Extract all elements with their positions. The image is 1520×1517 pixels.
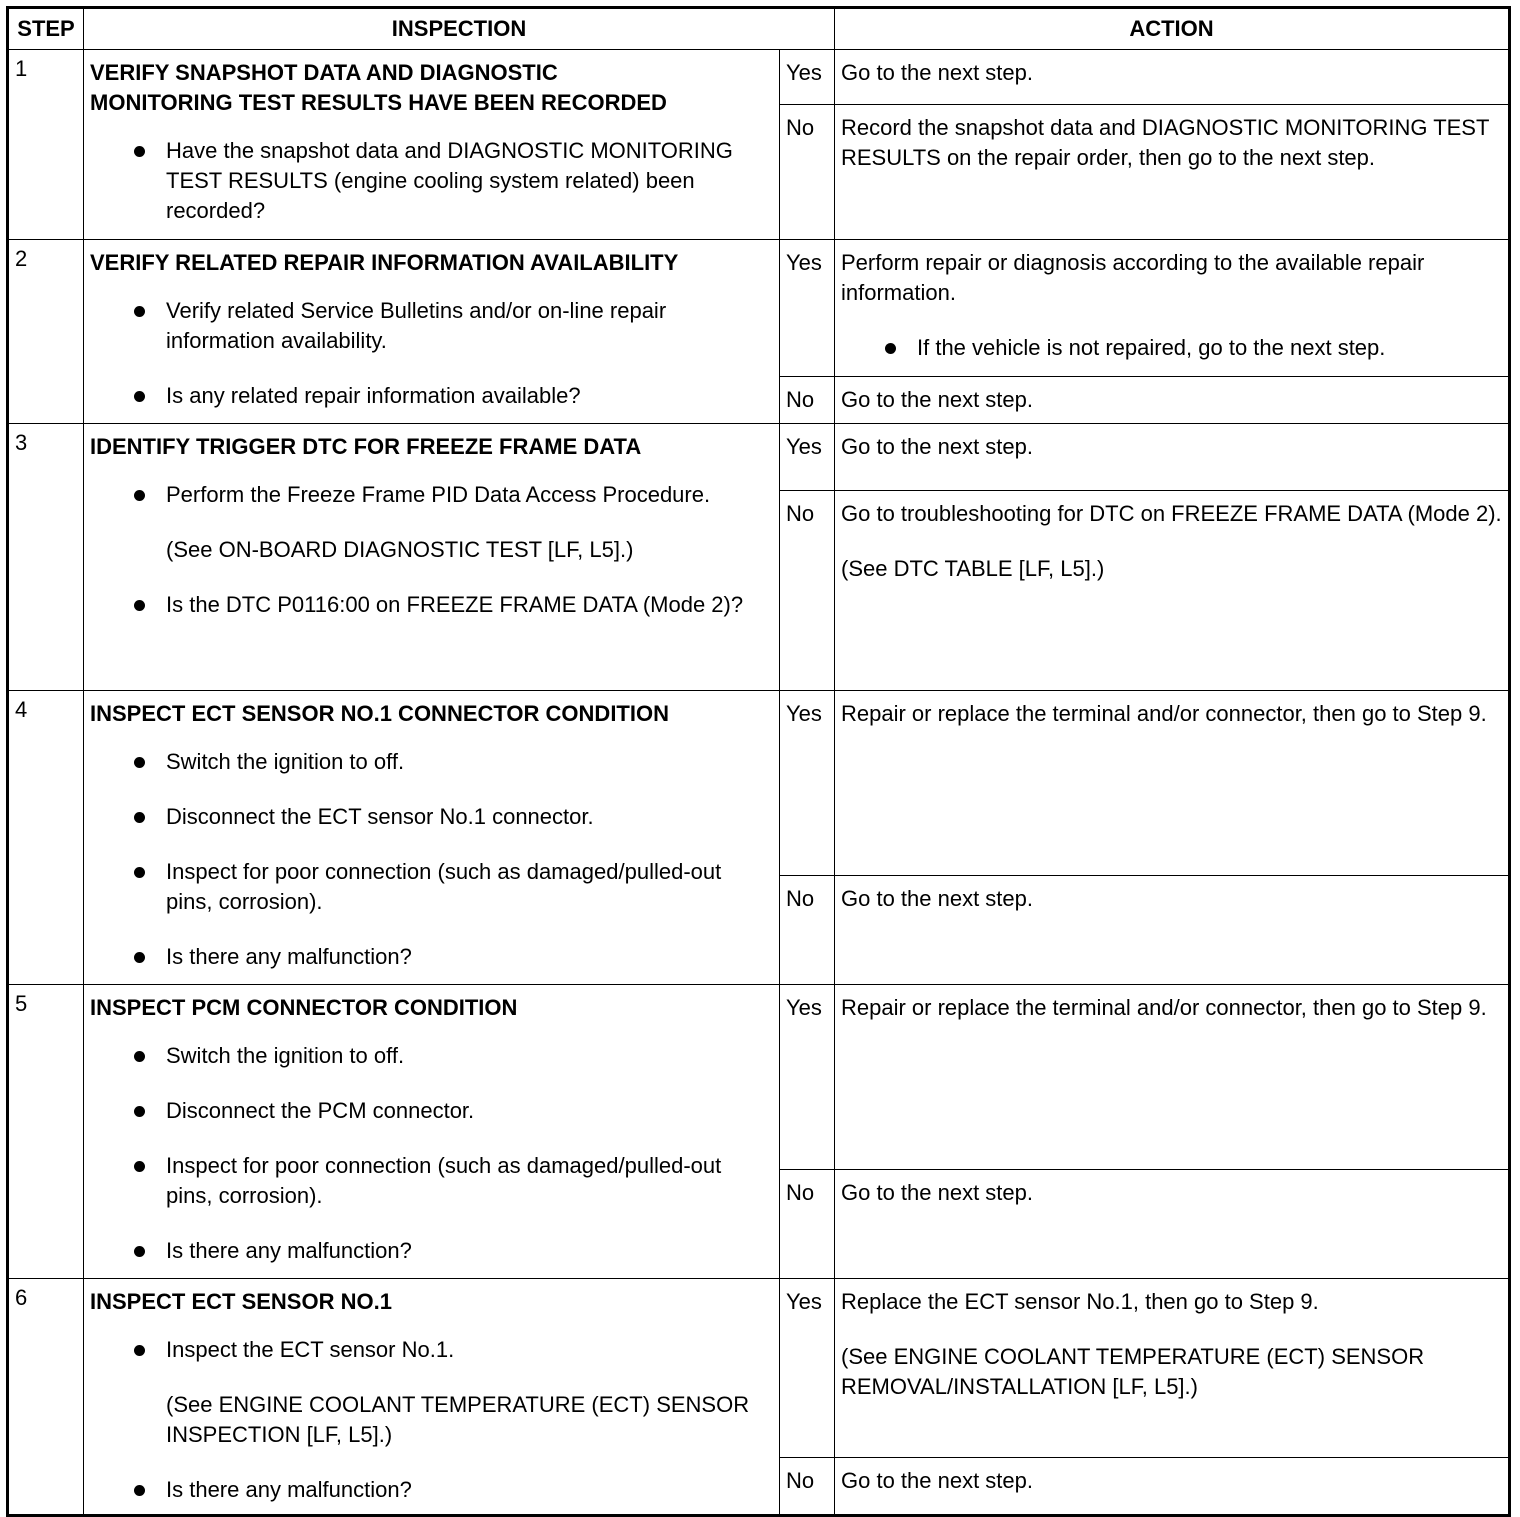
yes-action: Repair or replace the terminal and/or connector, then go to Step 9. [835, 691, 1510, 876]
inspection-bullet: Disconnect the PCM connector. [90, 1096, 773, 1126]
inspection-bullet-list [90, 296, 773, 411]
header-step: STEP [8, 8, 84, 50]
inspection-bullet: Have the snapshot data and DIAGNOSTIC MONITORING TEST RESULTS (engine cooling system related) been recorded? [90, 136, 773, 226]
bullet-icon [134, 1106, 145, 1117]
no-label: No [780, 491, 835, 691]
diagnostic-table [6, 6, 1511, 1517]
bullet-icon [134, 391, 145, 402]
inspection-bullet: Inspect for poor connection (such as damaged/pulled-out pins, corrosion). [90, 1151, 773, 1211]
inspection-bullet: Switch the ignition to off. [90, 1041, 773, 1071]
inspection-title [90, 58, 773, 118]
table-row [8, 424, 1510, 491]
inspection-bullet-list [90, 1041, 773, 1266]
bullet-icon [134, 1161, 145, 1172]
inspection-title-line: VERIFY SNAPSHOT DATA AND DIAGNOSTIC [90, 60, 558, 85]
no-action: Go to the next step. [835, 1458, 1510, 1516]
bullet-icon [134, 306, 145, 317]
inspection-bullet: Is any related repair information available? [90, 381, 773, 411]
inspection-bullet: Verify related Service Bulletins and/or on-line repair information availability. [90, 296, 773, 356]
no-action: Go to the next step. [835, 377, 1510, 424]
inspection-bullet-list [90, 136, 773, 226]
inspection-bullet: Disconnect the ECT sensor No.1 connector. [90, 802, 773, 832]
inspection-cell [84, 240, 780, 424]
bullet-icon [134, 600, 145, 611]
step-number: 4 [8, 691, 84, 985]
header-inspection: INSPECTION [84, 8, 835, 50]
no-action: Go to troubleshooting for DTC on FREEZE FRAME DATA (Mode 2). (See DTC TABLE [LF, L5].) [835, 491, 1510, 691]
bullet-icon [134, 812, 145, 823]
step-number: 6 [8, 1279, 84, 1516]
table-header-row [8, 8, 1510, 50]
inspection-title-line: MONITORING TEST RESULTS HAVE BEEN RECORDED [90, 90, 667, 115]
inspection-title: VERIFY RELATED REPAIR INFORMATION AVAILABILITY [90, 250, 679, 275]
table-row [8, 1279, 1510, 1458]
inspection-bullet-list [90, 1335, 773, 1505]
yes-label: Yes [780, 691, 835, 876]
header-action: ACTION [835, 8, 1510, 50]
inspection-bullet: Perform the Freeze Frame PID Data Access Procedure. (See ON-BOARD DIAGNOSTIC TEST [LF, L5].) [90, 480, 773, 565]
action-bullet: If the vehicle is not repaired, go to the next step. [841, 333, 1502, 363]
step-number: 2 [8, 240, 84, 424]
reference-note: (See DTC TABLE [LF, L5].) [841, 556, 1105, 581]
yes-action: Perform repair or diagnosis according to the available repair information. If the vehicle is not repaired, go to the next step. [835, 240, 1510, 377]
inspection-cell [84, 691, 780, 985]
inspection-title: INSPECT PCM CONNECTOR CONDITION [90, 995, 518, 1020]
table-row [8, 985, 1510, 1170]
yes-action: Go to the next step. [835, 50, 1510, 105]
bullet-icon [134, 952, 145, 963]
inspection-cell [84, 985, 780, 1279]
reference-note: (See ENGINE COOLANT TEMPERATURE (ECT) SENSOR INSPECTION [LF, L5].) [166, 1392, 750, 1447]
yes-label: Yes [780, 50, 835, 105]
bullet-icon [134, 1345, 145, 1356]
bullet-icon [134, 757, 145, 768]
no-label: No [780, 1170, 835, 1279]
yes-label: Yes [780, 240, 835, 377]
no-action: Go to the next step. [835, 876, 1510, 985]
no-label: No [780, 1458, 835, 1516]
reference-note: (See ON-BOARD DIAGNOSTIC TEST [LF, L5].) [166, 537, 634, 562]
yes-label: Yes [780, 985, 835, 1170]
table-row [8, 240, 1510, 377]
inspection-title: IDENTIFY TRIGGER DTC FOR FREEZE FRAME DATA [90, 434, 642, 459]
no-label: No [780, 876, 835, 985]
no-label: No [780, 377, 835, 424]
inspection-bullet: Is the DTC P0116:00 on FREEZE FRAME DATA (Mode 2)? [90, 590, 773, 620]
inspection-cell [84, 1279, 780, 1516]
bullet-icon [885, 343, 896, 354]
step-number: 1 [8, 50, 84, 240]
inspection-bullet-list [90, 480, 773, 620]
inspection-bullet: Is there any malfunction? [90, 942, 773, 972]
inspection-title: INSPECT ECT SENSOR NO.1 [90, 1289, 392, 1314]
table-row [8, 50, 1510, 105]
bullet-icon [134, 1246, 145, 1257]
yes-label: Yes [780, 1279, 835, 1458]
step-number: 3 [8, 424, 84, 691]
inspection-cell [84, 424, 780, 691]
inspection-bullet-list [90, 747, 773, 972]
table-row [8, 691, 1510, 876]
step-number: 5 [8, 985, 84, 1279]
inspection-bullet: Inspect for poor connection (such as damaged/pulled-out pins, corrosion). [90, 857, 773, 917]
bullet-icon [134, 490, 145, 501]
yes-action: Go to the next step. [835, 424, 1510, 491]
no-label: No [780, 105, 835, 240]
no-action: Record the snapshot data and DIAGNOSTIC MONITORING TEST RESULTS on the repair order, then go to the next step. [835, 105, 1510, 240]
bullet-icon [134, 867, 145, 878]
inspection-bullet: Is there any malfunction? [90, 1236, 773, 1266]
yes-action: Replace the ECT sensor No.1, then go to Step 9. (See ENGINE COOLANT TEMPERATURE (ECT) SENSOR REMOVAL/INSTALLATION [LF, L5].) [835, 1279, 1510, 1458]
bullet-icon [134, 1051, 145, 1062]
inspection-bullet: Switch the ignition to off. [90, 747, 773, 777]
yes-label: Yes [780, 424, 835, 491]
inspection-title: INSPECT ECT SENSOR NO.1 CONNECTOR CONDITION [90, 701, 669, 726]
reference-note: (See ENGINE COOLANT TEMPERATURE (ECT) SENSOR REMOVAL/INSTALLATION [LF, L5].) [841, 1344, 1425, 1399]
inspection-cell [84, 50, 780, 240]
bullet-icon [134, 146, 145, 157]
diagnostic-procedure-page [6, 6, 1511, 1517]
bullet-icon [134, 1485, 145, 1496]
inspection-bullet: Inspect the ECT sensor No.1. (See ENGINE COOLANT TEMPERATURE (ECT) SENSOR INSPECTION [LF, L5].) [90, 1335, 773, 1450]
yes-action: Repair or replace the terminal and/or connector, then go to Step 9. [835, 985, 1510, 1170]
inspection-bullet: Is there any malfunction? [90, 1475, 773, 1505]
no-action: Go to the next step. [835, 1170, 1510, 1279]
